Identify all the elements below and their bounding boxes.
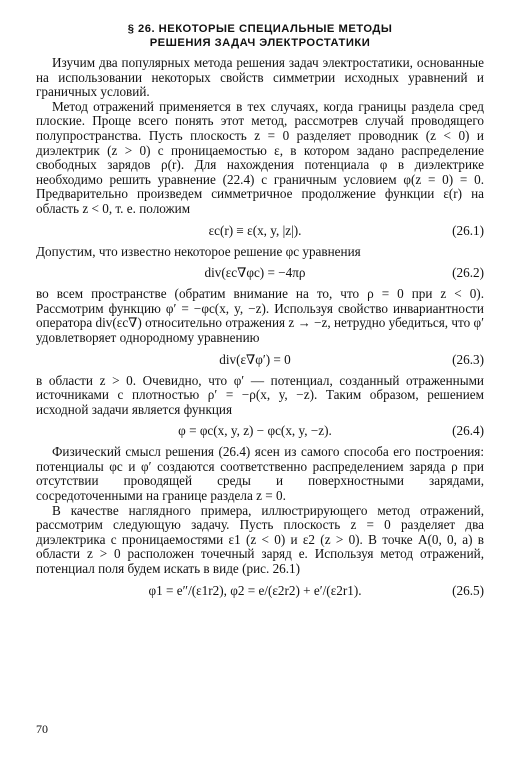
paragraph-5: в области z > 0. Очевидно, что φ′ — потенциал, созданный отраженными источниками с плотностью ρ′ = −ρ(x, y, −z). Таким образом, решением исходной задачи является функция	[36, 372, 484, 417]
paragraph-2: Метод отражений применяется в тех случаях, когда границы раздела сред плоские. Проще всего понять этот метод, рассмотрев случай проводящего полупространства. Пусть плоскость z = 0 разделяет проводник (z < 0) и диэлектрик (z > 0) с проницаемостью ε, в котором задано распределение свободных зарядов ρ(r). Для нахождения потенциала φ в диэлектрике необходимо решить уравнение (22.4) с граничным условием φ(z = 0) = 0. Предварительно произведем симметричное продолжение функции ε(r) на область z < 0, т. е. положим	[36, 98, 484, 216]
equation-body: φ = φc(x, y, z) − φc(x, y, −z).	[178, 423, 332, 439]
paragraph-1: Изучим два популярных метода решения задач электростатики, основанные на использовании некоторых свойств симметрии исходных уравнений и граничных условий.	[36, 55, 484, 100]
equation-26-2	[36, 265, 484, 281]
paragraph-6: Физический смысл решения (26.4) ясен из самого способа его построения: потенциалы φc и φ′ создаются соответственно распределением заряда ρ при отсутствии проводящей среды и поверхностными зарядами, сосредоточенными на границе раздела z = 0.	[36, 444, 484, 504]
paragraph-4: во всем пространстве (обратим внимание на то, что ρ = 0 при z < 0). Рассмотрим функцию φ′ = −φc(x, y, −z). Используя свойство инвариантности оператора div(εc∇) относительно отражения z → −z, нетрудно убедиться, что φ′ удовлетворяет однородному уравнению	[36, 286, 484, 345]
equation-26-5	[36, 583, 484, 599]
paragraph-7: В качестве наглядного примера, иллюстрирующего метод отражений, рассмотрим следующую задачу. Пусть плоскость z = 0 разделяет два диэлектрика с проницаемостями ε1 (z < 0) и ε2 (z > 0). В точке A(0, 0, a) в области z > 0 расположен точечный заряд e. Используя метод отражений, потенциал поля будем искать в виде (рис. 26.1)	[36, 502, 484, 577]
equation-number: (26.3)	[452, 351, 484, 367]
equation-body: div(εc∇φc) = −4πρ	[204, 265, 306, 281]
equation-body: div(ε∇φ′) = 0	[219, 351, 291, 367]
paragraph-3: Допустим, что известно некоторое решение φc уравнения	[36, 243, 361, 259]
section-title-line-1: § 26. НЕКОТОРЫЕ СПЕЦИАЛЬНЫЕ МЕТОДЫ	[127, 23, 393, 35]
page-number: 70	[36, 722, 48, 736]
equation-26-4	[36, 423, 484, 439]
equation-number: (26.4)	[452, 423, 484, 439]
page	[36, 22, 484, 605]
equation-body: φ1 = e″/(ε1r2), φ2 = e/(ε2r2) + e′/(ε2r1).	[148, 582, 362, 598]
equation-number: (26.1)	[452, 222, 484, 238]
section-title-line-2: РЕШЕНИЯ ЗАДАЧ ЭЛЕКТРОСТАТИКИ	[149, 37, 371, 49]
equation-number: (26.5)	[452, 582, 484, 598]
equation-26-3	[36, 352, 484, 368]
section-title	[36, 22, 484, 50]
equation-number: (26.2)	[452, 265, 484, 281]
equation-body: εc(r) ≡ ε(x, y, |z|).	[208, 222, 302, 238]
equation-26-1	[36, 223, 484, 239]
